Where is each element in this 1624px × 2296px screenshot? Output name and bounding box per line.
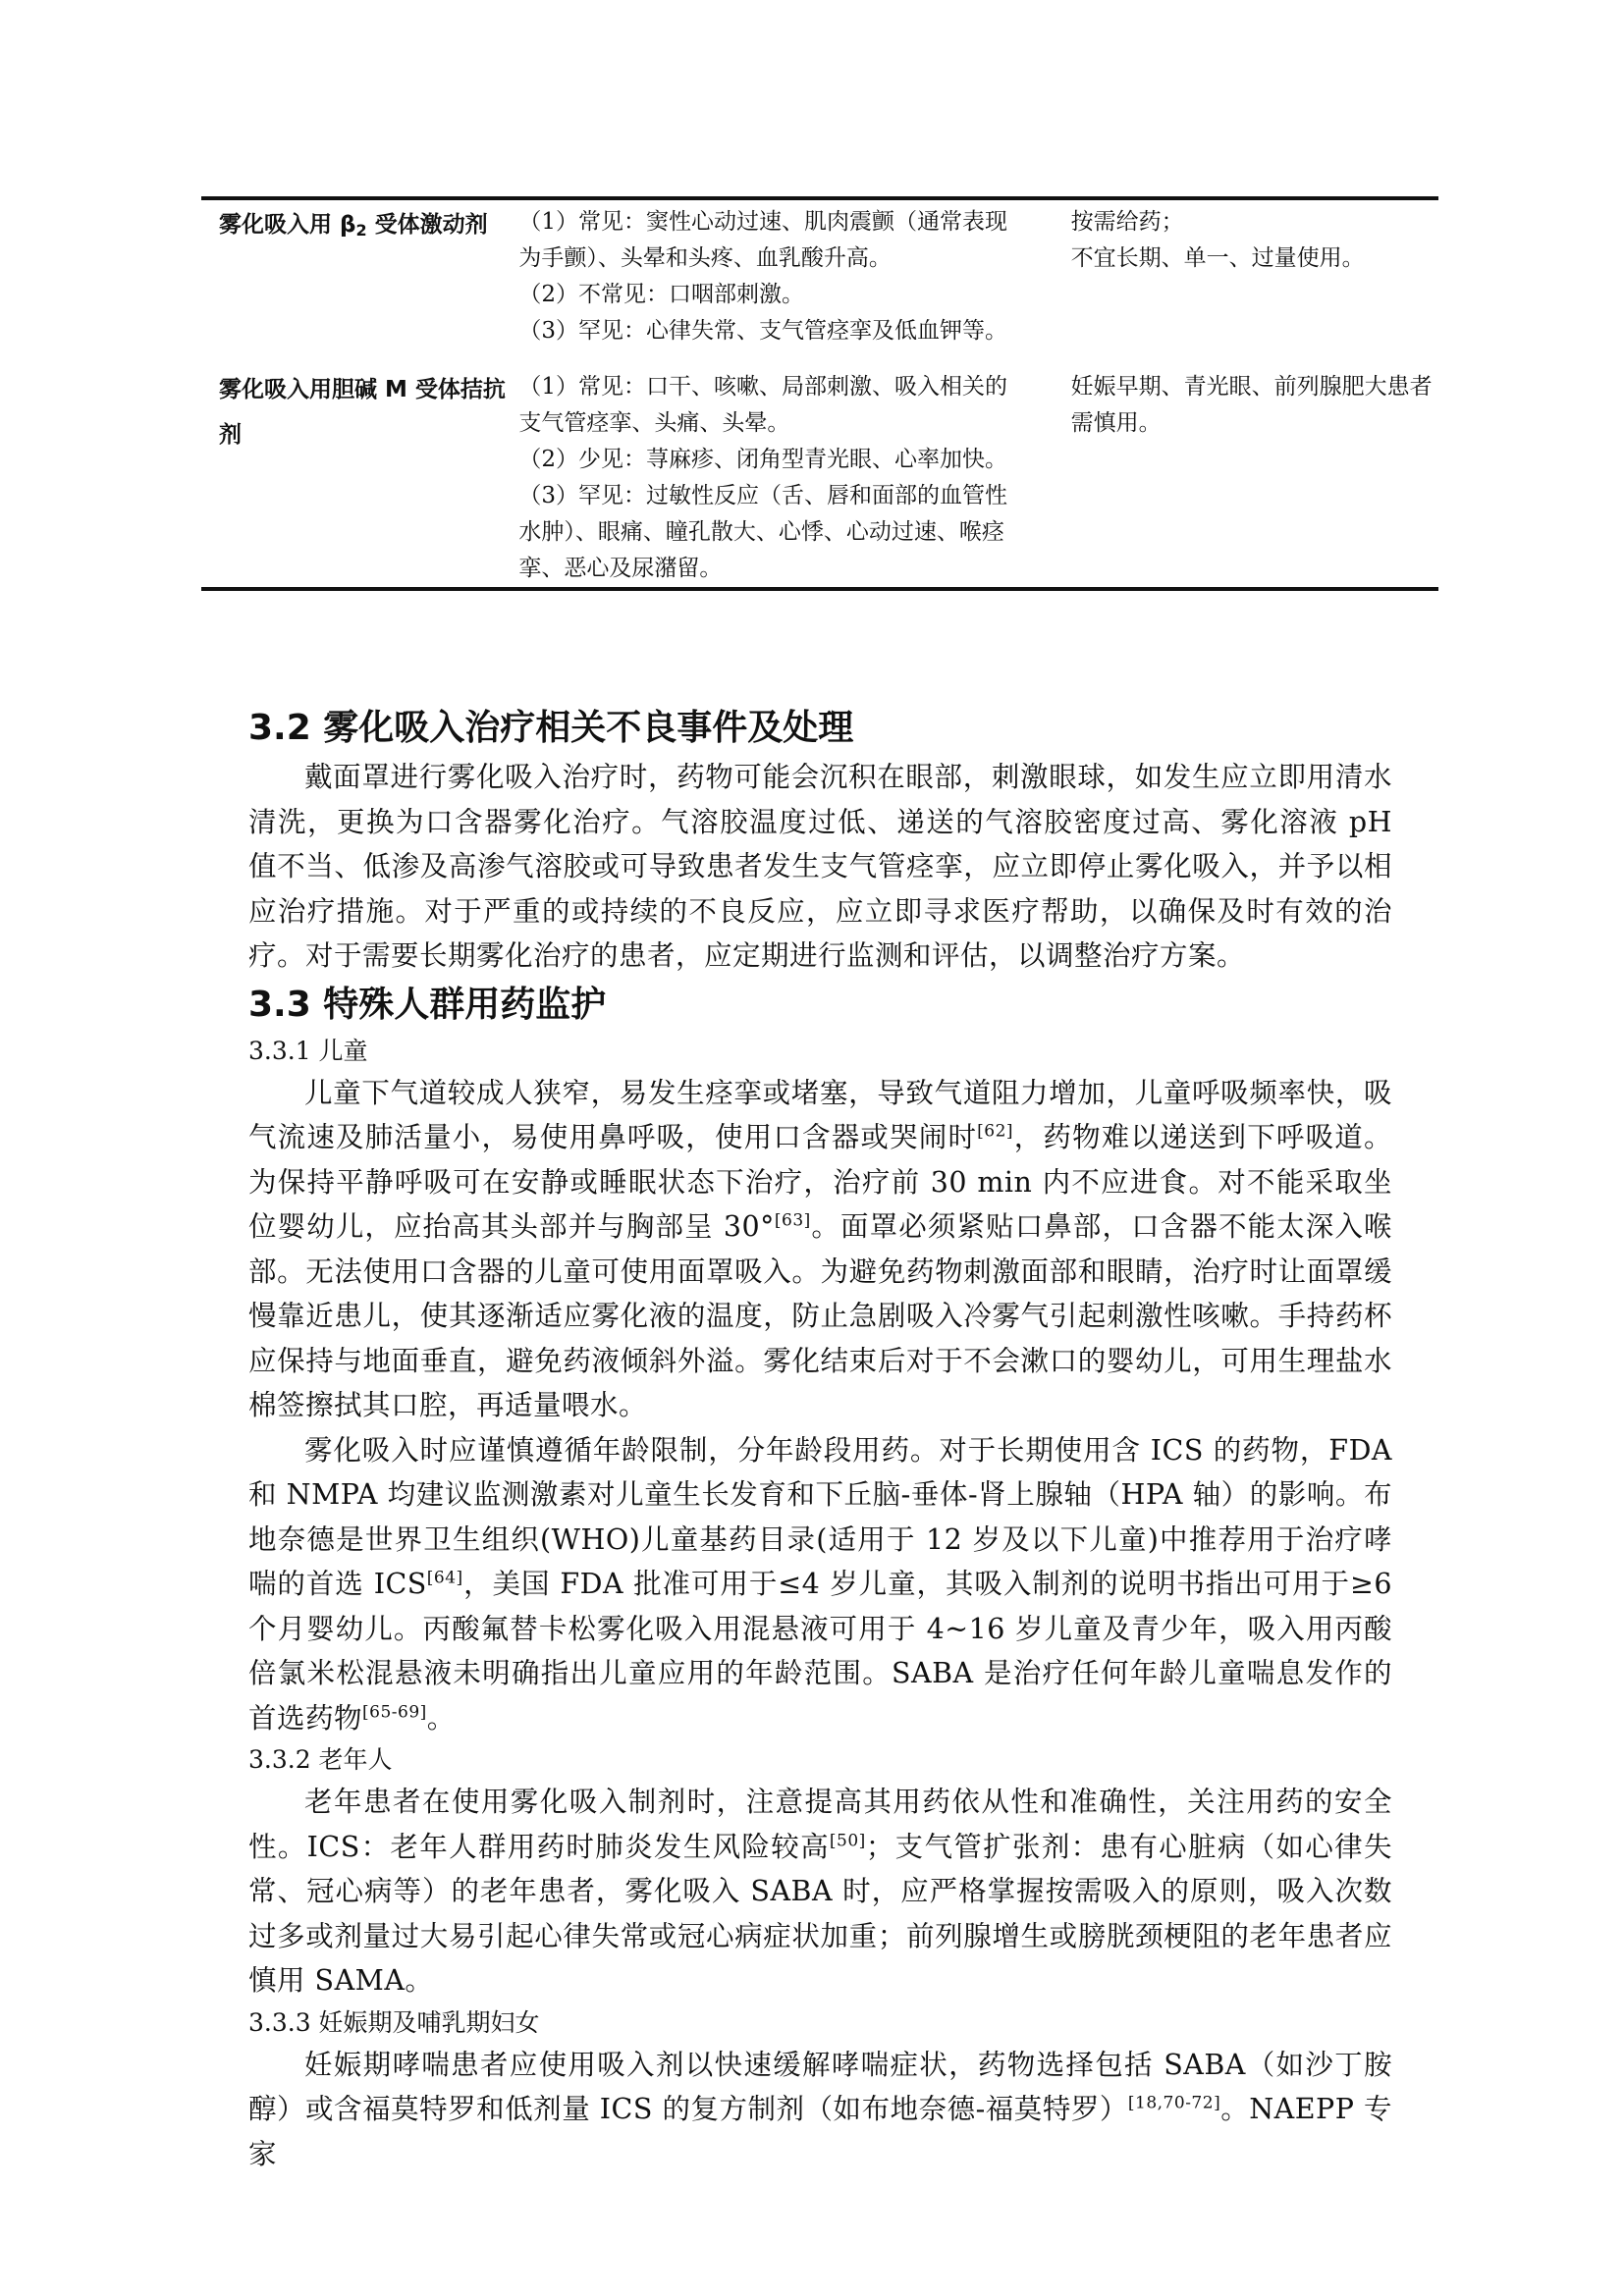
citation: [62]	[977, 1121, 1014, 1142]
adverse-item: （3）罕见：心律失常、支气管痉挛及低血钾等。	[518, 318, 1008, 344]
paragraph: 戴面罩进行雾化吸入治疗时，药物可能会沉积在眼部，刺激眼球，如发生应立即用清水清洗，更换为口含器雾化治疗。气溶胶温度过低、递送的气溶胶密度过高、雾化溶液 pH 值不当、低渗及高渗气溶胶或可导致患者发生支气管痉挛，应立即停止雾化吸入，并予以相应治疗措施。对于严重的或持续的不良反应，应立即寻求医疗帮助，以确保及时有效的治疗。对于需要长期雾化治疗的患者，应定期进行监测和评估，以调整治疗方案。	[248, 761, 1392, 972]
adverse-item: （3）罕见：过敏性反应（舌、唇和面部的血管性水肿）、眼痛、瞳孔散大、心悸、心动过速、喉痉挛、恶心及尿潴留。	[518, 483, 1008, 581]
section-heading-3-2: 3.2 雾化吸入治疗相关不良事件及处理	[248, 708, 854, 748]
paragraph: 老年患者在使用雾化吸入制剂时，注意提高其用药依从性和准确性，关注用药的安全性。ICS：老年人群用药时肺炎发生风险较高[50]；支气管扩张剂：患有心脏病（如心律失常、冠心病等）的老年患者，雾化吸入 SABA 时，应严格掌握按需吸入的原则，吸入次数过多或剂量过大易引起心律失常或冠心病症状加重；前列腺增生或膀胱颈梗阻的老年患者应慎用 SAMA。	[248, 1786, 1392, 1997]
notes-cell	[1071, 365, 1438, 587]
table-row	[201, 200, 1438, 349]
drug-adverse-table	[201, 196, 1438, 591]
subsection-heading-children: 3.3.1 儿童	[248, 1036, 368, 1065]
adverse-reactions-cell	[518, 200, 1026, 349]
adverse-item: （1）常见：窦性心动过速、肌肉震颤（通常表现为手颤）、头晕和头疼、血乳酸升高。	[518, 209, 1008, 271]
body-content	[248, 702, 1392, 2176]
notes-cell	[1071, 200, 1438, 349]
drug-class-cell: 雾化吸入用 $\beta_2$ 受体激动剂	[219, 212, 488, 240]
note-item: 妊娠早期、青光眼、前列腺肥大患者需慎用。	[1070, 374, 1433, 436]
citation: [50]	[829, 1831, 866, 1850]
paragraph: 儿童下气道较成人狭窄，易发生痉挛或堵塞，导致气道阻力增加，儿童呼吸频率快，吸气流速及肺活量小，易使用鼻呼吸，使用口含器或哭闹时[62]，药物难以递送到下呼吸道。为保持平静呼吸可在安静或睡眠状态下治疗，治疗前 30 min 内不应进食。对不能采取坐位婴幼儿，应抬高其头部并与胸部呈 30°[63]。面罩必须紧贴口鼻部，口含器不能太深入喉部。无法使用口含器的儿童可使用面罩吸入。为避免药物刺激面部和眼睛，治疗时让面罩缓慢靠近患儿，使其逐渐适应雾化液的温度，防止急剧吸入冷雾气引起刺激性咳嗽。手持药杯应保持与地面垂直，避免药液倾斜外溢。雾化结束后对于不会漱口的婴幼儿，可用生理盐水棉签擦拭其口腔，再适量喂水。	[248, 1076, 1392, 1421]
adverse-item: （2）少见：荨麻疹、闭角型青光眼、心率加快。	[518, 447, 1008, 472]
note-item: 不宜长期、单一、过量使用。	[1070, 245, 1365, 271]
paragraph: 妊娠期哮喘患者应使用吸入剂以快速缓解哮喘症状，药物选择包括 SABA（如沙丁胺醇）或含福莫特罗和低剂量 ICS 的复方制剂（如布地奈德-福莫特罗）[18,70-72]。NAEPP 专家	[248, 2048, 1392, 2170]
citation: [18,70-72]	[1127, 2093, 1221, 2113]
citation: [65-69]	[362, 1702, 427, 1722]
citation: [64]	[426, 1568, 463, 1588]
adverse-item: （2）不常见：口咽部刺激。	[518, 282, 805, 307]
subsection-heading-pregnancy: 3.3.3 妊娠期及哺乳期妇女	[248, 2007, 540, 2037]
table-row	[201, 365, 1438, 587]
paragraph: 雾化吸入时应谨慎遵循年龄限制，分年龄段用药。对于长期使用含 ICS 的药物，FDA 和 NMPA 均建议监测激素对儿童生长发育和下丘脑-垂体-肾上腺轴（HPA 轴）的影响。布地奈德是世界卫生组织(WHO)儿童基药目录(适用于 12 岁及以下儿童)中推荐用于治疗哮喘的首选 ICS[64]，美国 FDA 批准可用于≤4 岁儿童，其吸入制剂的说明书指出可用于≥6 个月婴幼儿。丙酸氟替卡松雾化吸入用混悬液可用于 4~16 岁儿童及青少年，吸入用丙酸倍氯米松混悬液未明确指出儿童应用的年龄范围。SABA 是治疗任何年龄儿童喘息发作的首选药物[65-69]。	[248, 1433, 1392, 1735]
adverse-reactions-cell	[518, 365, 1026, 587]
subsection-heading-elderly: 3.3.2 老年人	[248, 1745, 393, 1774]
citation: [63]	[774, 1210, 811, 1231]
drug-class-cell: 雾化吸入用胆碱 M 受体拮抗剂	[219, 377, 506, 448]
adverse-item: （1）常见：口干、咳嗽、局部刺激、吸入相关的支气管痉挛、头痛、头晕。	[518, 374, 1008, 436]
note-item: 按需给药；	[1070, 209, 1184, 235]
section-heading-3-3: 3.3 特殊人群用药监护	[248, 984, 607, 1025]
